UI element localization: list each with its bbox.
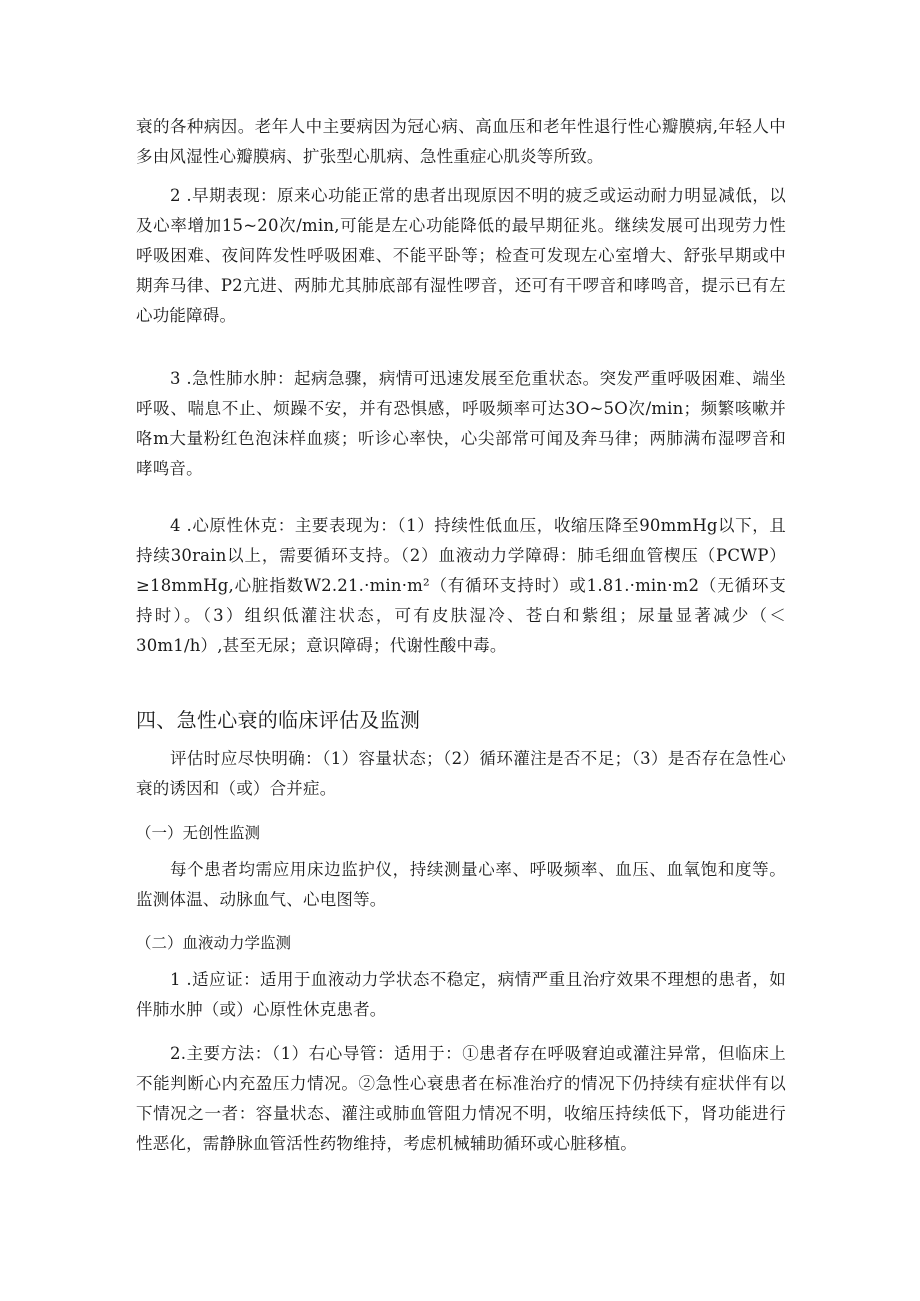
paragraph-early-signs: 2 .早期表现：原来心功能正常的患者出现原因不明的疲乏或运动耐力明显减低，以及心率增加15~20次/min,可能是左心功能降低的最早期征兆。继续发展可出现劳力性呼吸困难、夜间阵发性呼吸困难、不能平卧等；检查可发现左心室增大、舒张早期或中期奔马律、P2亢进、两肺尤其肺底部有湿性啰音，还可有干啰音和哮鸣音，提示已有左心功能障碍。 bbox=[136, 186, 786, 325]
paragraph-causes: 衰的各种病因。老年人中主要病因为冠心病、高血压和老年性退行性心瓣膜病,年轻人中多由风湿性心瓣膜病、扩张型心肌病、急性重症心肌炎等所致。 bbox=[136, 117, 786, 166]
paragraph-main-methods: 2.主要方法：（1）右心导管：适用于：①患者存在呼吸窘迫或灌注异常，但临床上不能判断心内充盈压力情况。②急性心衰患者在标准治疗的情况下仍持续有症状伴有以下情况之一者：容量状态、灌注或肺血管阻力情况不明，收缩压持续低下，肾功能进行性恶化，需静脉血管活性药物维持，考虑机械辅助循环或心脏移植。 bbox=[136, 1044, 786, 1153]
paragraph-noninvasive-monitoring: 每个患者均需应用床边监护仪，持续测量心率、呼吸频率、血压、血氧饱和度等。监测体温、动脉血气、心电图等。 bbox=[136, 860, 786, 909]
paragraph-cardiogenic-shock: 4 .心原性休克：主要表现为：（1）持续性低血压，收缩压降至90mmHg以下，且持续30rain以上，需要循环支持。（2）血液动力学障碍：肺毛细血管楔压（PCWP）≥18mmHg,心脏指数W2.21.·min·m²（有循环支持时）或1.81.·min·m2（无循环支持时）。（3）组织低灌注状态，可有皮肤湿冷、苍白和紫组；尿量显著减少（＜30m1∕h）,甚至无尿；意识障碍；代谢性酸中毒。 bbox=[136, 516, 786, 655]
subsection-title-hemodynamic: （二）血液动力学监测 bbox=[136, 934, 292, 952]
section-heading: 四、急性心衰的临床评估及监测 bbox=[136, 708, 421, 732]
paragraph-acute-pulmonary-edema: 3 .急性肺水肿：起病急骤，病情可迅速发展至危重状态。突发严重呼吸困难、端坐呼吸、喘息不止、烦躁不安，并有恐惧感，呼吸频率可达3O~5O次/min；频繁咳嗽并咯m大量粉红色泡沫样血痰；听诊心率快，心尖部常可闻及奔马律；两肺满布湿啰音和哮鸣音。 bbox=[136, 369, 786, 478]
paragraph-indications: 1 .适应证：适用于血液动力学状态不稳定，病情严重且治疗效果不理想的患者，如伴肺水肿（或）心原性休克患者。 bbox=[136, 970, 786, 1019]
paragraph-assessment-intro: 评估时应尽快明确：（1）容量状态；（2）循环灌注是否不足；（3）是否存在急性心衰的诱因和（或）合并症。 bbox=[136, 749, 786, 798]
subsection-title-noninvasive: （一）无创性监测 bbox=[136, 824, 261, 842]
